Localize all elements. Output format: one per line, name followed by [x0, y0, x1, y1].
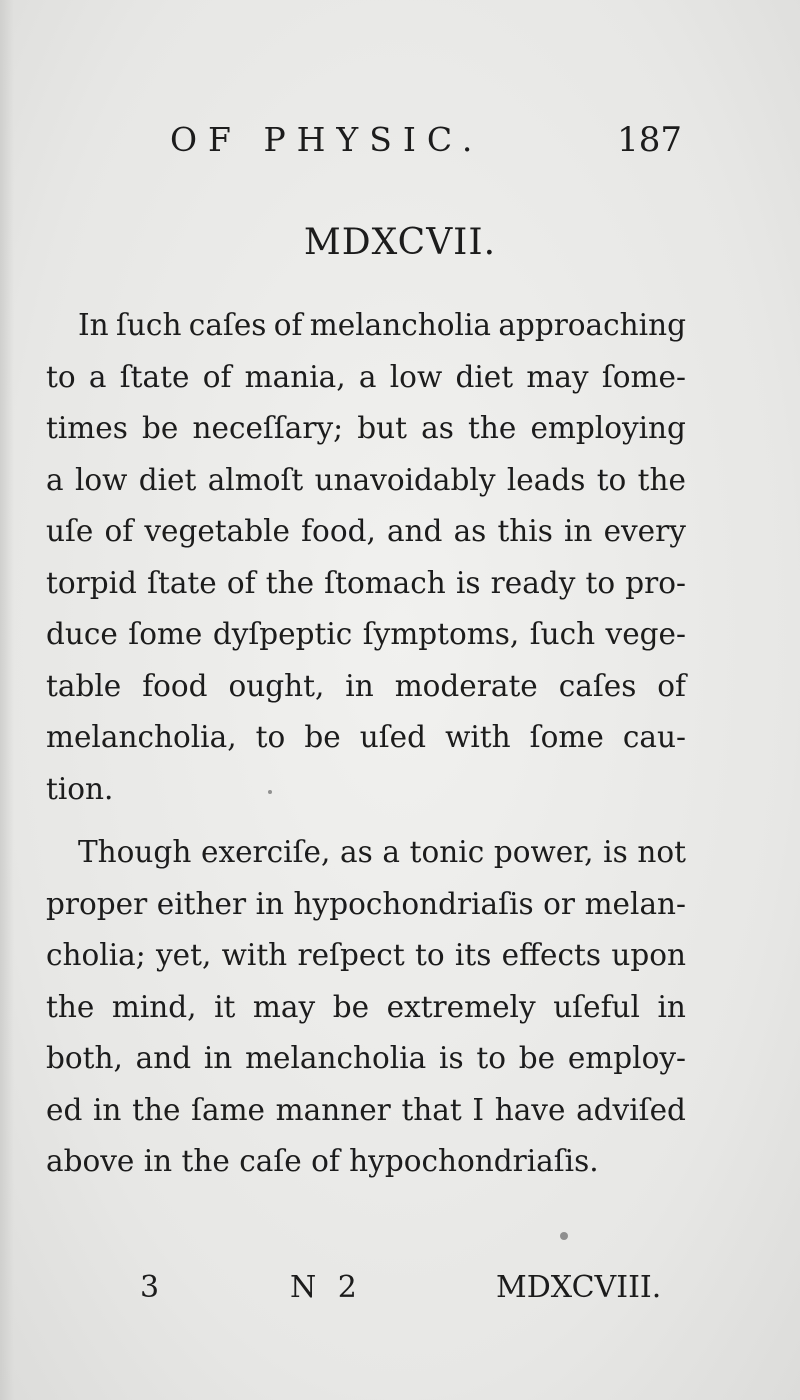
word: exerciſe, [200, 835, 331, 869]
word: be [304, 720, 341, 754]
word: to [46, 359, 76, 394]
text-line [46, 661, 686, 713]
page-edge-shadow [0, 0, 14, 1400]
word: moderate [394, 668, 538, 703]
paragraph-1 [46, 300, 686, 815]
word: is [439, 1041, 464, 1075]
word: duce [46, 617, 118, 651]
catchword: MDXCVIII. [496, 1270, 662, 1305]
word: neceſſary; [192, 411, 344, 445]
word: Though [78, 835, 192, 869]
word: melancholia, [46, 720, 237, 754]
page-number: 187 [617, 120, 682, 160]
word: every [603, 514, 686, 548]
word: power, [493, 835, 594, 869]
word: effects [501, 938, 602, 972]
word: with [445, 720, 511, 754]
word: employ- [567, 1041, 686, 1075]
word: is [603, 835, 628, 869]
section-number: MDXCVII. [303, 222, 497, 263]
word: ed [46, 1092, 83, 1127]
word: reſpect [297, 938, 405, 972]
word: torpid [46, 565, 137, 600]
paragraph-gap [46, 815, 686, 827]
word: diet [455, 359, 514, 394]
text-line [46, 827, 686, 879]
text-line [46, 1033, 686, 1085]
text-line [46, 609, 686, 661]
word: pro- [625, 565, 686, 600]
word: vege- [605, 617, 686, 651]
word: as [340, 835, 373, 869]
text-line [46, 879, 686, 931]
word: a [88, 359, 107, 394]
word: adviſed [576, 1092, 686, 1127]
text-line [46, 506, 686, 558]
word: diet [138, 462, 197, 497]
word: the [467, 411, 517, 445]
body-text [46, 300, 686, 1188]
word: cholia; [46, 938, 146, 972]
word: ready [490, 565, 576, 600]
running-head [170, 120, 690, 170]
word: both, [46, 1041, 123, 1075]
word: in [93, 1092, 122, 1127]
word: a [46, 462, 64, 497]
word: ſame [191, 1092, 265, 1127]
word: and [135, 1041, 192, 1075]
word: is [455, 565, 481, 600]
word: of [226, 565, 256, 600]
word: extremely [386, 989, 536, 1024]
word: be [142, 411, 179, 445]
word: but [357, 411, 407, 445]
word: melan- [584, 886, 686, 921]
text-line: tion. [46, 771, 114, 806]
word: ſtate [147, 565, 217, 600]
word: that [401, 1092, 462, 1127]
text-line [46, 930, 686, 982]
word: to [585, 565, 616, 600]
volume-mark: 3 [140, 1270, 160, 1305]
word: may [526, 359, 589, 394]
word: be [518, 1041, 556, 1075]
word: and [386, 514, 443, 548]
word: almoſt [207, 462, 304, 497]
word: melancholia [309, 308, 491, 342]
word: manner [275, 1092, 391, 1127]
text-line [46, 352, 686, 404]
word: I [472, 1092, 485, 1127]
word: in [564, 514, 593, 548]
word: food, [301, 514, 376, 548]
word: caſes [558, 668, 637, 703]
word: a [358, 359, 377, 394]
word: ſtomach [324, 565, 446, 600]
word: mania, [244, 359, 346, 394]
text-line [46, 403, 686, 455]
word: caſes [188, 308, 267, 342]
word: with [221, 938, 288, 972]
word: of [273, 308, 303, 342]
word: ſome [128, 617, 203, 651]
word: ſuch [116, 308, 182, 342]
word: to [414, 938, 445, 972]
signature-mark: N 2 [290, 1270, 363, 1305]
text-line: above in the caſe of hypochondriaſis. [46, 1144, 599, 1178]
word: to [255, 720, 286, 754]
word: this [497, 514, 553, 548]
word: melancholia [245, 1041, 427, 1075]
word: tonic [409, 835, 485, 869]
word: either [156, 886, 247, 921]
text-line [46, 982, 686, 1034]
word: vegetable [144, 514, 291, 548]
word: food [142, 668, 208, 703]
word: its [454, 938, 492, 972]
word: approaching [498, 308, 686, 342]
word: In [78, 308, 109, 342]
text-line [46, 300, 686, 352]
word: the [132, 1092, 181, 1127]
word: uſeful [553, 989, 640, 1024]
word: yet, [155, 938, 212, 972]
word: upon [611, 938, 686, 972]
word: to [596, 462, 627, 497]
word: cau- [622, 720, 686, 754]
word: of [657, 668, 686, 703]
word: may [252, 989, 316, 1024]
word: as [453, 514, 487, 548]
word: have [494, 1092, 566, 1127]
word: hypochondriaſis [293, 886, 534, 921]
word: in [255, 886, 285, 921]
word: table [46, 668, 122, 703]
word: employing [530, 411, 686, 445]
word: ought, [228, 668, 325, 703]
word: ſuch [529, 617, 596, 651]
word: not [637, 835, 686, 869]
word: a [382, 835, 400, 869]
word: ſome [529, 720, 604, 754]
word: to [476, 1041, 506, 1075]
word: the [265, 565, 315, 600]
word: low [389, 359, 443, 394]
word: ſtate [119, 359, 190, 394]
word: ſymptoms, [362, 617, 520, 651]
paragraph-2 [46, 827, 686, 1188]
page-footer [0, 1270, 800, 1320]
text-line [46, 455, 686, 507]
ink-spot [268, 790, 272, 794]
word: mind, [111, 989, 197, 1024]
word: ſome- [601, 359, 686, 394]
word: it [214, 989, 236, 1024]
text-line [46, 558, 686, 610]
word: of [104, 514, 134, 548]
word: in [203, 1041, 233, 1075]
word: uſe [46, 514, 94, 548]
word: unavoidably [314, 462, 496, 497]
word: in [657, 989, 686, 1024]
word: of [202, 359, 232, 394]
word: leads [506, 462, 586, 497]
running-title: OF PHYSIC. [170, 120, 484, 159]
word: in [345, 668, 374, 703]
text-line [46, 712, 686, 764]
text-line [46, 1085, 686, 1137]
word: uſed [359, 720, 426, 754]
word: times [46, 411, 128, 445]
ink-spot [560, 1232, 568, 1240]
word: or [543, 886, 576, 921]
word: low [74, 462, 128, 497]
word: dyſpeptic [212, 617, 353, 651]
word: as [421, 411, 454, 445]
word: the [637, 462, 686, 497]
word: the [46, 989, 95, 1024]
word: be [332, 989, 370, 1024]
word: proper [46, 886, 148, 921]
